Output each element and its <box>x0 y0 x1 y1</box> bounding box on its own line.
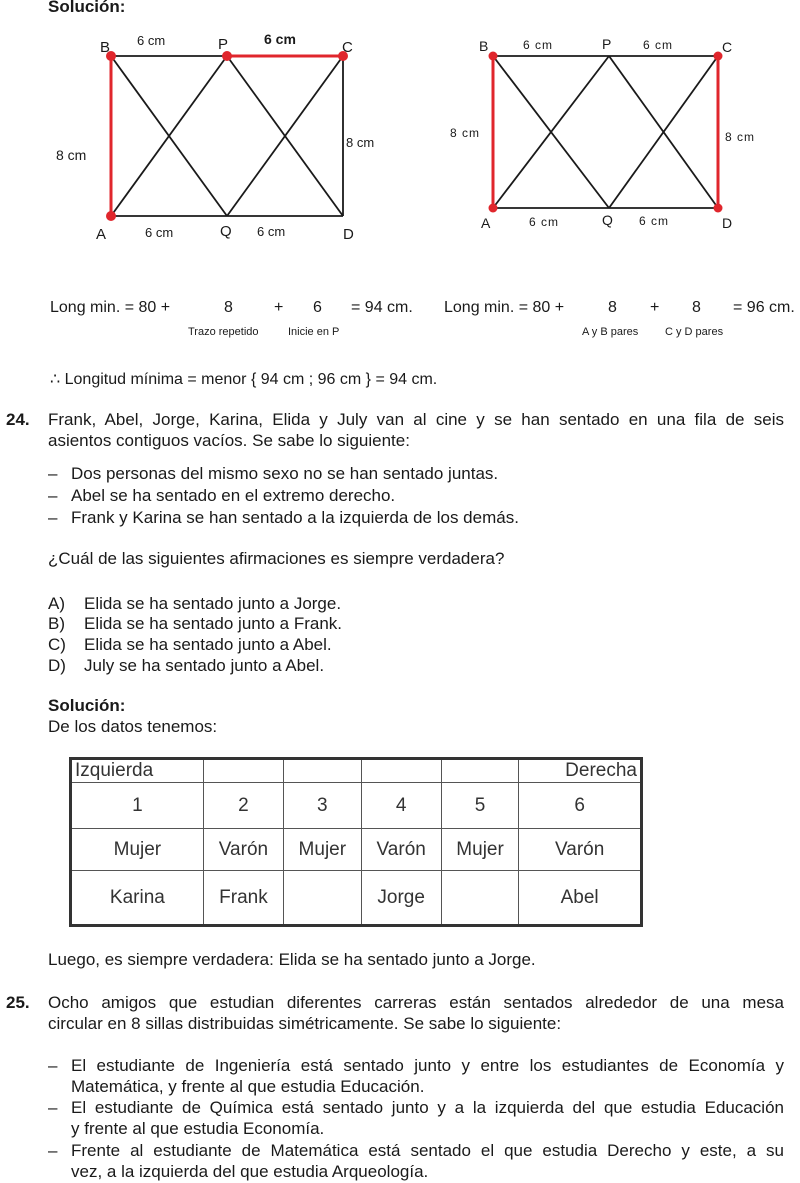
question-25-bullet-line2: Matemática, y frente al que estudia Educación. <box>71 1077 425 1096</box>
bullet-dash: – <box>48 1141 58 1160</box>
formula-1-term2: 6 <box>313 299 322 316</box>
formula-2-result: = 96 cm. <box>733 299 795 316</box>
table-cell <box>203 759 283 783</box>
vertex-p-label: P <box>218 36 229 53</box>
question-24-number: 24. <box>6 410 30 429</box>
length-ab-label: 8 cm <box>450 126 481 140</box>
length-aq-label: 6 cm <box>529 215 560 229</box>
position-cell: 1 <box>71 783 204 829</box>
option-text: July se ha sentado junto a Abel. <box>84 656 325 675</box>
length-aq-label: 6 cm <box>145 225 174 240</box>
question-25-bullet-line1: Frente al estudiante de Matemática está sentado el que estudia Derecho y este, a su <box>71 1141 784 1160</box>
formula-2-term1: 8 <box>608 299 617 316</box>
vertex-b-label: B <box>100 39 111 56</box>
figure-rectangle-1 <box>0 0 400 250</box>
formula-2-plus: + <box>650 299 660 316</box>
vertex-p-label: P <box>602 36 612 52</box>
table-cell <box>441 759 518 783</box>
name-cell <box>284 871 361 926</box>
length-pc-label: 6 cm <box>264 31 296 47</box>
option-letter: D) <box>48 656 66 675</box>
formula-1-note2: Inicie en P <box>288 326 340 338</box>
question-25-bullet-line2: y frente al que estudia Economía. <box>71 1119 325 1138</box>
length-cd-label: 8 cm <box>725 130 756 144</box>
question-24-bullet: Dos personas del mismo sexo no se han sentado juntas. <box>71 464 499 483</box>
question-25-line2: circular en 8 sillas distribuidas simétricamente. Se sabe lo siguiente: <box>48 1014 562 1033</box>
name-cell: Jorge <box>361 871 441 926</box>
question-25-number: 25. <box>6 993 30 1012</box>
vertex-d-label: D <box>722 215 733 231</box>
vertex-d-label: D <box>343 226 354 243</box>
position-cell: 3 <box>284 783 361 829</box>
right-label: Derecha <box>519 759 642 783</box>
position-cell: 4 <box>361 783 441 829</box>
formula-1-term1: 8 <box>224 299 233 316</box>
seating-table <box>69 757 643 927</box>
formula-1-result: = 94 cm. <box>351 299 413 316</box>
vertex-q-label: Q <box>220 223 232 240</box>
position-cell: 5 <box>441 783 518 829</box>
formula-2-note1: A y B pares <box>582 326 639 338</box>
question-25-bullet-line1: El estudiante de Química está sentado junto y a la izquierda del que estudia Educación <box>71 1098 784 1117</box>
vertex-b-label: B <box>479 38 489 54</box>
formula-2-lhs: Long min. = 80 + <box>444 299 565 316</box>
figure-rectangle-2 <box>400 0 800 250</box>
solution-heading: Solución: <box>48 0 126 16</box>
formula-2-note2: C y D pares <box>665 326 724 338</box>
table-cell <box>361 759 441 783</box>
sex-cell: Mujer <box>441 829 518 871</box>
position-cell: 2 <box>203 783 283 829</box>
solution-24-intro: De los datos tenemos: <box>48 717 218 736</box>
vertex-q-label: Q <box>602 212 613 228</box>
length-bp-label: 6 cm <box>137 33 166 48</box>
length-cd-label: 8 cm <box>346 135 375 150</box>
option-letter: A) <box>48 594 65 613</box>
solution-24-heading: Solución: <box>48 696 126 715</box>
sex-cell: Varón <box>361 829 441 871</box>
question-24-line1: Frank, Abel, Jorge, Karina, Elida y July van al cine y se han sentado en una fila de seis <box>48 410 784 429</box>
table-row <box>71 759 642 783</box>
solution-24-answer: Luego, es siempre verdadera: Elida se ha sentado junto a Jorge. <box>48 950 536 969</box>
vertex-a-label: A <box>96 226 107 243</box>
formula-1-lhs: Long min. = 80 + <box>50 299 171 316</box>
bullet-dash: – <box>48 1056 58 1075</box>
question-24-prompt: ¿Cuál de las siguientes afirmaciones es siempre verdadera? <box>48 549 505 568</box>
length-pc-label: 6 cm <box>643 38 674 52</box>
conclusion: ∴ Longitud mínima = menor { 94 cm ; 96 cm } = 94 cm. <box>50 371 438 388</box>
position-cell: 6 <box>519 783 642 829</box>
vertex-c-label: C <box>722 39 733 55</box>
left-label: Izquierda <box>71 759 204 783</box>
question-25-line1: Ocho amigos que estudian diferentes carreras están sentados alrededor de una mesa <box>48 993 784 1012</box>
question-24-line2: asientos contiguos vacíos. Se sabe lo siguiente: <box>48 431 410 450</box>
table-row <box>71 783 642 829</box>
table-row <box>71 829 642 871</box>
sex-cell: Mujer <box>71 829 204 871</box>
table-cell <box>284 759 361 783</box>
table-row <box>71 871 642 926</box>
sex-cell: Varón <box>203 829 283 871</box>
name-cell <box>441 871 518 926</box>
option-text: Elida se ha sentado junto a Abel. <box>84 635 332 654</box>
length-bp-label: 6 cm <box>523 38 554 52</box>
name-cell: Abel <box>519 871 642 926</box>
vertex-c-label: C <box>342 39 353 56</box>
length-qd-label: 6 cm <box>257 224 286 239</box>
formula-2-term2: 8 <box>692 299 701 316</box>
formula-1-note1: Trazo repetido <box>188 326 259 338</box>
bullet-dash: – <box>48 508 58 527</box>
formula-1-plus: + <box>274 299 284 316</box>
option-text: Elida se ha sentado junto a Frank. <box>84 614 342 633</box>
option-letter: C) <box>48 635 66 654</box>
question-25-bullet-line2: vez, a la izquierda del que estudia Arqueología. <box>71 1162 429 1181</box>
vertex-a-label: A <box>481 215 491 231</box>
bullet-dash: – <box>48 464 58 483</box>
length-qd-label: 6 cm <box>639 214 670 228</box>
length-ab-label: 8 cm <box>56 147 87 163</box>
sex-cell: Mujer <box>284 829 361 871</box>
sex-cell: Varón <box>519 829 642 871</box>
bullet-dash: – <box>48 1098 58 1117</box>
bullet-dash: – <box>48 486 58 505</box>
name-cell: Karina <box>71 871 204 926</box>
option-letter: B) <box>48 614 65 633</box>
option-text: Elida se ha sentado junto a Jorge. <box>84 594 342 613</box>
question-24-bullet: Abel se ha sentado en el extremo derecho. <box>71 486 396 505</box>
question-24-bullet: Frank y Karina se han sentado a la izquierda de los demás. <box>71 508 519 527</box>
question-25-bullet-line1: El estudiante de Ingeniería está sentado junto y entre los estudiantes de Economía y <box>71 1056 784 1075</box>
name-cell: Frank <box>203 871 283 926</box>
